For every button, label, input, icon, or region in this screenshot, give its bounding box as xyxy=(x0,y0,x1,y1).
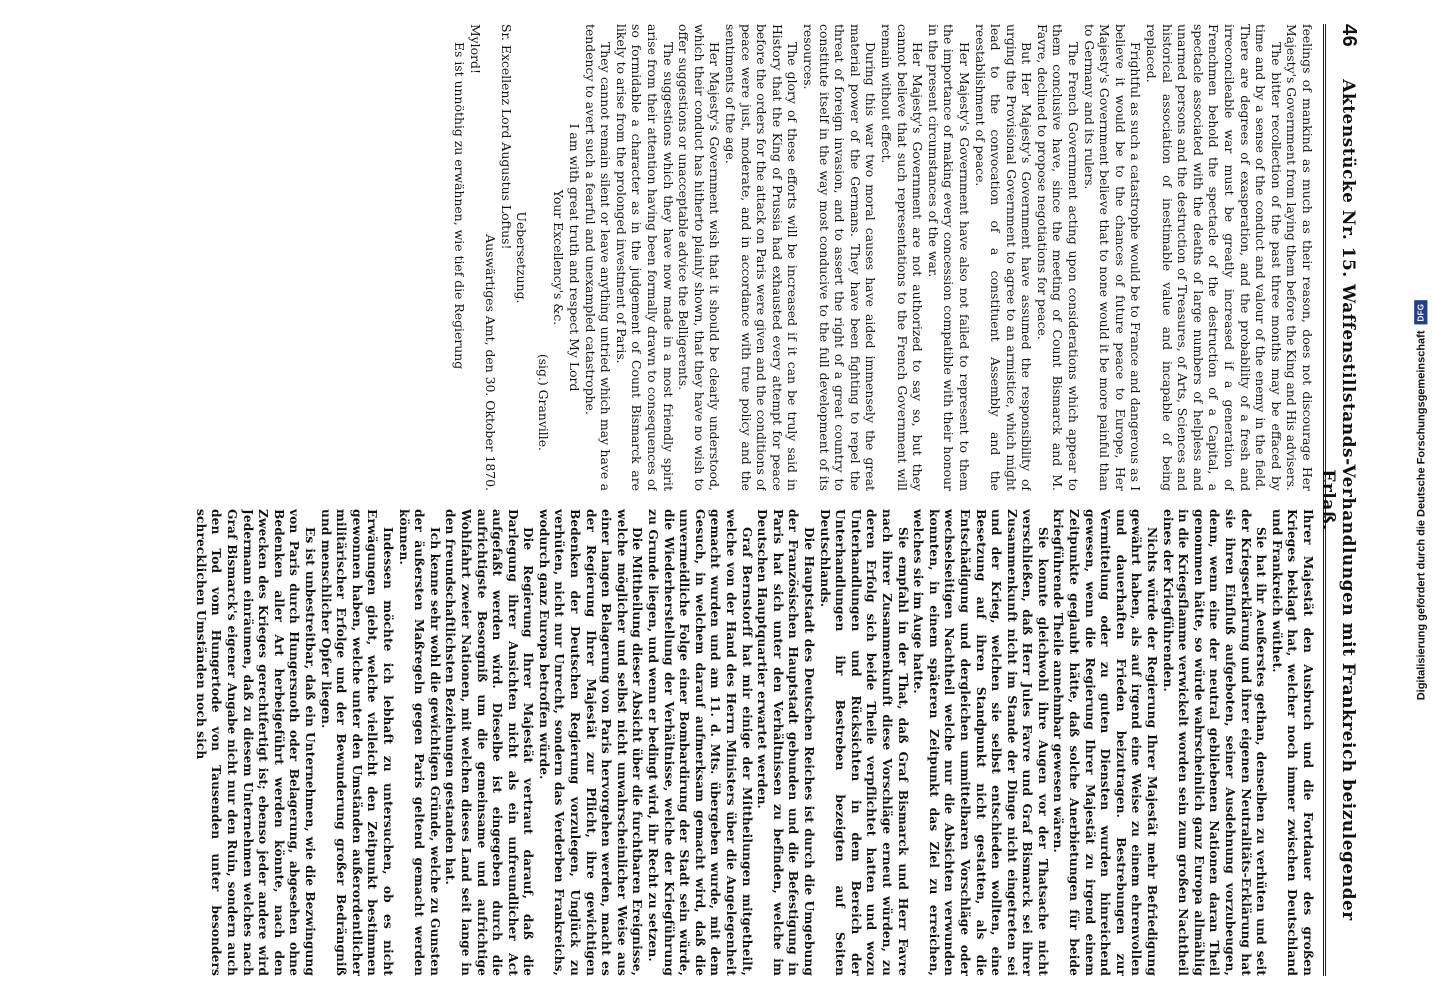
paragraph: Ihrer Majestät den Ausbruch und die Fortdauer des großen Krieges beklagt hat, welcher noch immer zwischen Deutschland und Frankreich wüthet. xyxy=(1269,509,1315,976)
left-paragraphs xyxy=(582,24,1315,491)
paragraph: Sie empfahl in der That, daß Graf Bismarck und Herr Favre nach ihrer Zusammenkunft diese Vorschläge erneut würden, zu deren Erfolg sich beide Theile verpflichtet hatten und wozu Unterhandlungen und Rücksichten in dem Bereich der Unterhandlungen ihr Bestreben bezeigten auf Seiten Deutschlands. xyxy=(817,509,910,976)
paragraph: Indessen möchte ich lebhaft zu untersuchen, ob es nicht Erwägungen giebt, welche vielleicht den Zeitpunkt bestimmen gewonnen haben, welche unter den Umständen außerordentlicher militärischer Erfolge und der Bewunderung großer Bedrängniß und menschlicher Opfer liegen. xyxy=(318,509,395,976)
text-columns xyxy=(85,20,1323,980)
paragraph: feelings of mankind as much as their reason, does not discourage Her Majesty's Government from laying them before the King and His advisers. xyxy=(1284,24,1315,491)
closing-line-2: Your Excellency's &c. xyxy=(551,189,567,326)
paragraph: Sie hat ihr Aeußerstes gethan, denselben zu verhüten und seit der Kriegserklärung und ihrer eigenen Neutralitäts-Erklärung hat sie ihren Einfluß aufgeboten, seiner Ausdehnung vorzubeugen, denn, wenn eine der neutral gebliebenen Nationen daran Theil genommen hätte, so würde wahrscheinlich ganz Europa allmählig in die Kriegsflamme verwickelt worden sein zum großen Nachtheil eines der Kriegführenden. xyxy=(1160,509,1269,976)
paragraph: Ich kenne sehr wohl die gewichtigen Gründe, welche zu Gunsten der äußersten Maßregeln gegen Paris geltend gemacht werden können. xyxy=(396,509,442,976)
digitization-credit xyxy=(1411,0,1431,1000)
paragraph: During this war two moral causes have aided immensely the great material power of the Germans. They have been fighting to repel the threat of foreign invasion, and to assert the right of a great country to constitute itself in the way most conducive to the full development of its resources. xyxy=(801,24,879,491)
salutation: Mylord! xyxy=(467,24,483,74)
right-paragraphs xyxy=(192,509,1315,976)
paragraph: The suggestions which they have now made in a most friendly spirit arise from their attention having been formally drawn to consequences of so formidable a character as in the judgement of Count Bismarck are likely to arise from the prolonged investment of Paris. xyxy=(613,24,676,491)
paragraph: Nichts würde der Regierung Ihrer Majestät mehr Befriedigung gewährt haben, als auf irgend eine Weise zu einem ehrenvollen und dauerhaften Frieden beizutragen. Bestrebungen zur Vermittelung oder zu guten Diensten wurden hinreichend gewesen, wenn die Regierung Ihrer Majestät zu irgend einem Zeitpunkte geglaubt hätte, daß solche Anerbietungen für beide kriegführende Theile annehmbar gewesen wären. xyxy=(1051,509,1160,976)
signature: (sig.) Granville. xyxy=(535,353,551,451)
paragraph: Frightful as such a catastrophe would be to France and dangerous as I believe it would be to the chances of future peace to Europe, Her Majesty's Government believe that to none would it be more painful than to Germany and its rulers. xyxy=(1081,24,1144,491)
right-column xyxy=(85,509,1315,976)
addressee: Sr. Excellenz Lord Augustus Loftus! xyxy=(498,24,514,250)
paragraph: Die Mittheilung dieser Absicht über die furchtbaren Ereignisse, welche möglicher und selbst nicht unwahrscheinlicher Weise aus einer langen Belagerung von Paris hervorgehen werden, macht es der Regierung Ihrer Majestät zur Pflicht, ihre gewichtigen Bedenken der Deutschen Regierung vorzulegen, Unglück zu verhüten, nicht nur Unrecht, sondern das Verderben Frankreichs, wodurch ganz Europa betroffen würde. xyxy=(536,509,645,976)
page-number: 46 xyxy=(1338,24,1360,48)
credit-text: Digitalisierung gefördert durch die Deutsche Forschungsgemeinschaft xyxy=(1415,330,1427,700)
paragraph: The French Government acting upon considerations which appear to them conclusive have, since the meeting of Count Bismarck and M. Favre, declined to propose negotiations for peace. xyxy=(1034,24,1082,491)
closing-line: I am with great truth and respect My Lord xyxy=(567,123,583,392)
rotated-document xyxy=(60,20,1360,980)
paragraph: Her Majesty's Government wish that it should be clearly understood, which their conduct has hitherto plainly shown, that they have no wish to offer suggestions or unacceptable advice the Belligerents. xyxy=(676,24,723,491)
dfg-logo-icon: DFG xyxy=(1415,300,1428,324)
page-title: Aktenstücke Nr. 15. Waffenstillstands-Verhandlungen mit Frankreich beizulegender Erlaß. xyxy=(1318,79,1358,921)
paragraph: Die Regierung Ihrer Majestät vertraut darauf, daß die Darlegung ihrer Ansichten nicht als ein unfreundlicher Act aufgefaßt werden wird. Dieselbe ist eingegeben durch die aufrichtigste Besorgniß um die gemeinsame und aufrichtige Wohlfahrt zweier Nationen, mit welchen dieses Land seit lange in den freundschaftlichsten Beziehungen gestanden hat. xyxy=(443,509,536,976)
last-line: Es ist unnöthig zu erwähnen, wie tief die Regierung xyxy=(451,42,467,370)
paragraph: Die Hauptstadt des Deutschen Reiches ist durch die Umgebung der Französischen Hauptstadt gebunden und die Befestigung in Paris hat sich unter den Verhältnissen zu befinden, welche im Deutschen Hauptquartier erwartet werden. xyxy=(755,509,816,976)
paragraph: The glory of these efforts will be increased if it can be truly said in History that the King of Prussia had exhausted every attempt for peace before the orders for the attack on Paris were given and the conditions of peace were just, moderate, and in accordance with true policy and the sentiments of the age. xyxy=(723,24,801,491)
place-date: Auswärtiges Amt, den 30. Oktober 1870. xyxy=(483,234,499,491)
paragraph: Es ist unbestreitbar, daß ein Unternehmen, wie die Bezwingung von Paris durch Hungersnoth oder Belagerung, abgesehen ohne Bedenken aller Art herbeigeführt werden könnte, nach den Zwecken des Krieges gerechtfertigt ist; ebenso jeder andere wird Jedermann einräumen, daß zu diesem Unternehmen welches nach Graf Bismarck's eigener Angabe nicht nur den Ruin, sondern auch den Tod vom Hungertode von Tausenden unter besonders schrecklichen Umständen noch sich xyxy=(193,509,317,976)
left-column xyxy=(85,24,1315,491)
paragraph: Graf Bernstorff hat mir einige der Mittheilungen mitgetheilt, welche von der Hand des Herrn Ministers über die Angelegenheit gemacht wurden und am 11. d. Mts. übergeben wurde, mit dem Gesuch, in welchem darauf aufmerksam gemacht wird, daß die unvermeidliche Folge einer Bombardirung der Stadt sein würde, die Wiederherstellung der Verhältnisse, welche der Kriegführung zu Grunde liegen, und wenn er bedingt wird, ihr Recht zu setzen. xyxy=(646,509,754,976)
paragraph: The bitter recollection of the past three months may be effaced by time and by a sense of the conduct and valour of the enemy in the field. There are degrees of exasperation, and the probability of a fresh and irreconcileable war must be greatly increased if a generation of Frenchmen behold the spectacle of the destruction of a Capital, a spectacle associated with the deaths of large numbers of helpless and unarmed persons and the destruction of Treasures, of Arts, Sciences and historical association of inestimable value and incapable of being replaced. xyxy=(1144,24,1284,491)
paragraph: Her Majesty's Government have also not failed to represent to them the importance of making every concession compatible with their honour in the present circumstances of the war. xyxy=(925,24,972,491)
paragraph: But Her Majesty's Government have assumed the responsibility of urging the Provisional Government to agree to an armistice, which might lead to the convocation of a constituent Assembly and the reestablishment of peace. xyxy=(972,24,1035,491)
translation-heading: Uebersetzung. xyxy=(514,211,530,304)
paragraph: Sie konnte gleichwohl ihre Augen vor der Thatsache nicht verschließen, daß Herr Jules Favre und Graf Bismarck sei ihrer Zusammenkunft nicht im Stande der Dinge nicht eingetreten sei und der Krieg, welchen sie selbst entschieden wollten, eine Besetzung auf ihren Standpunkt nicht gestatten, als die Entschädigung und dergleichen unmittelbaren Vorschläge oder wechselseitigen Nachtheil welche nur die Absichten verwunden konnten, in einem späteren Zeitpunkt das Ziel zu erreichen, welches sie im Auge hatte. xyxy=(911,509,1050,976)
page-header xyxy=(1318,24,1360,976)
paragraph: Her Majesty's Government are not authorized to say so, but they cannot believe that such representations to the French Government will remain without effect. xyxy=(878,24,926,491)
paragraph: They cannot remain silent or leave anything untried which may have a tendency to avert such a fearful and unexampled catastrophe. xyxy=(582,24,614,491)
